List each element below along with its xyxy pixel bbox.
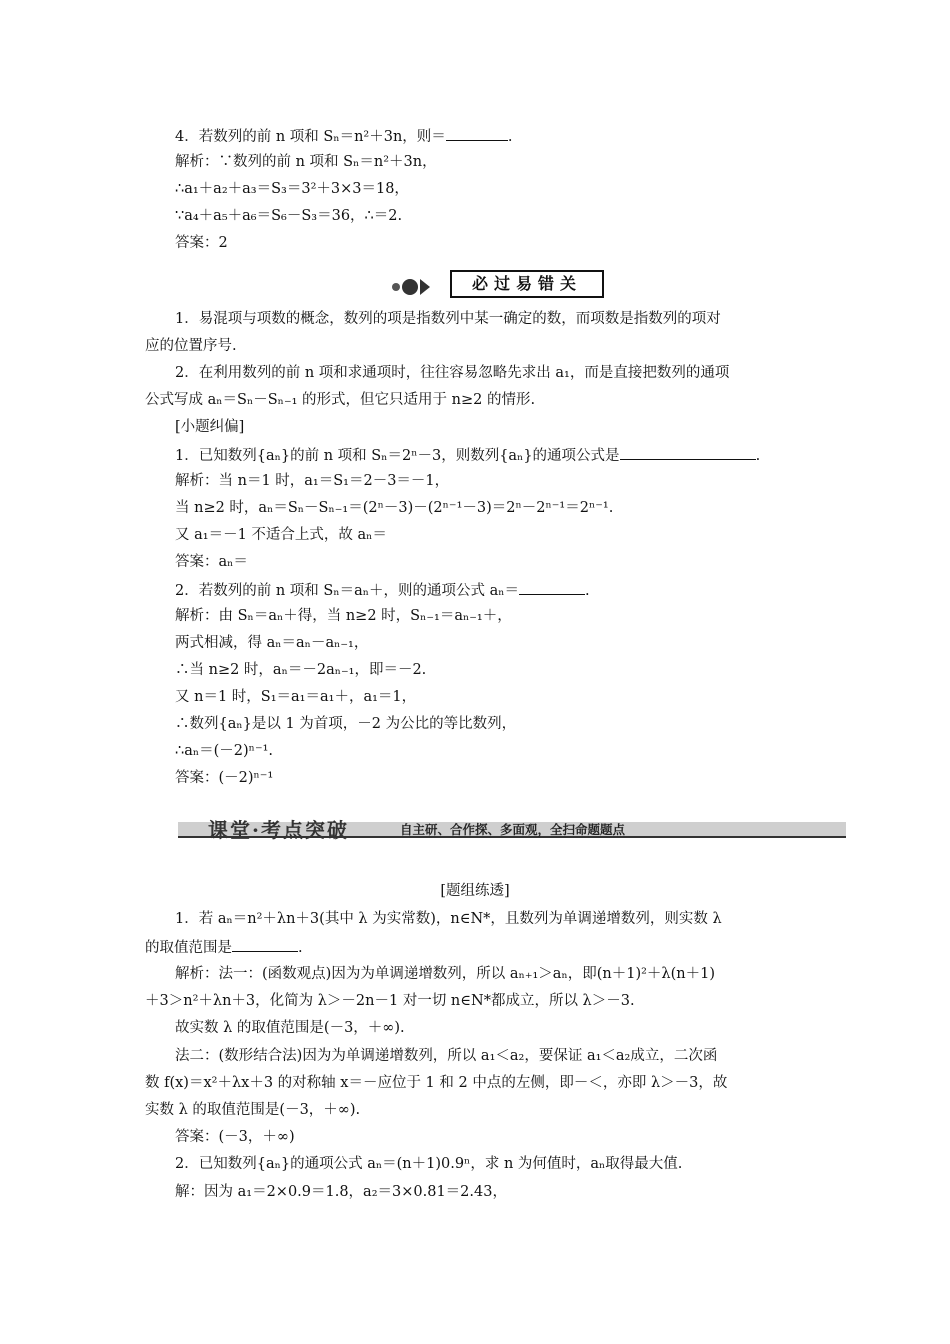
question-text: 1．已知数列{aₙ}的前 n 项和 Sₙ＝2ⁿ－3，则数列{aₙ}的通项公式是 xyxy=(175,448,620,464)
practice-heading: [题组练透] xyxy=(440,883,510,899)
solution-line: 故实数 λ 的取值范围是(－3，＋∞). xyxy=(175,1020,405,1036)
solution-line: 两式相减，得 aₙ＝aₙ－aₙ₋₁， xyxy=(175,635,369,651)
question-text: 的取值范围是 xyxy=(145,940,232,956)
paragraph-line: 1．易混项与项数的概念，数列的项是指数列中某一确定的数，而项数是指数列的项对 xyxy=(175,311,721,327)
solution-line: 解析：由 Sₙ＝aₙ＋得，当 n≥2 时，Sₙ₋₁＝aₙ₋₁＋， xyxy=(175,608,512,624)
question-line: 2．已知数列{aₙ}的通项公式 aₙ＝(n＋1)0.9ⁿ，求 n 为何值时，aₙ取得最大值. xyxy=(175,1156,683,1172)
solution-line: 法二：(数形结合法)因为为单调递增数列，所以 a₁＜a₂，要保证 a₁＜a₂成立，二次函 xyxy=(175,1048,718,1064)
question-line xyxy=(175,445,760,465)
paragraph-line: 2．在利用数列的前 n 项和求通项时，往往容易忽略先求出 a₁，而是直接把数列的通项 xyxy=(175,365,730,381)
solution-line: 解析：法一：(函数观点)因为为单调递增数列，所以 aₙ₊₁＞aₙ，即(n＋1)²＋λ(n＋1) xyxy=(175,966,715,982)
question-tail: . xyxy=(755,448,761,464)
question-line xyxy=(145,937,303,957)
section-banner-class xyxy=(178,818,846,840)
solution-line: 解：因为 a₁＝2×0.9＝1.8，a₂＝3×0.81＝2.43， xyxy=(175,1184,507,1200)
solution-line: 解析：∵数列的前 n 项和 Sₙ＝n²＋3n， xyxy=(175,154,437,170)
solution-line: 又 a₁＝－1 不适合上式，故 aₙ＝ xyxy=(175,527,387,543)
q4-tail: . xyxy=(507,129,513,145)
paragraph-line: 应的位置序号. xyxy=(145,338,237,354)
solution-line: ＋3＞n²＋λn＋3，化简为 λ＞－2n－1 对一切 n∈N*都成立，所以 λ＞－3. xyxy=(145,993,635,1009)
answer-blank xyxy=(620,445,756,460)
banner-title: 课堂·考点突破 xyxy=(208,818,349,842)
solution-line: ∴当 n≥2 时，aₙ＝－2aₙ₋₁，即＝－2. xyxy=(175,662,427,678)
banner-dots-icon xyxy=(392,276,430,295)
solution-line: 实数 λ 的取值范围是(－3，＋∞). xyxy=(145,1102,361,1118)
q4-text: 4．若数列的前 n 项和 Sₙ＝n²＋3n，则＝ xyxy=(175,129,446,145)
q4-line xyxy=(175,126,512,146)
solution-line: 解析：当 n＝1 时，a₁＝S₁＝2－3＝－1， xyxy=(175,473,450,489)
question-line: 1．若 aₙ＝n²＋λn＋3(其中 λ 为实常数)，n∈N*，且数列为单调递增数列，则实数 λ xyxy=(175,911,722,927)
solution-line: 当 n≥2 时，aₙ＝Sₙ－Sₙ₋₁＝(2ⁿ－3)－(2ⁿ⁻¹－3)＝2ⁿ－2ⁿ⁻¹＝2ⁿ⁻¹. xyxy=(175,500,614,516)
question-tail: . xyxy=(298,940,303,956)
answer-blank xyxy=(232,937,298,952)
paragraph-line: 公式写成 aₙ＝Sₙ－Sₙ₋₁ 的形式，但它只适用于 n≥2 的情形. xyxy=(145,392,536,408)
answer-line: 答案：2 xyxy=(175,235,228,251)
banner-subtitle: 自主研、合作探、多面观，全扫命题题点 xyxy=(400,822,626,837)
section-banner-mistakes xyxy=(380,268,610,298)
solution-line: 数 f(x)＝x²＋λx＋3 的对称轴 x＝－应位于 1 和 2 中点的左侧，即－＜，亦即 λ＞－3，故 xyxy=(145,1075,728,1091)
answer-line: 答案：(－3，＋∞) xyxy=(175,1129,295,1145)
solution-line: ∴aₙ＝(－2)ⁿ⁻¹. xyxy=(175,743,274,759)
question-text: 2．若数列的前 n 项和 Sₙ＝aₙ＋，则的通项公式 aₙ＝ xyxy=(175,583,520,599)
solution-line: ∴数列{aₙ}是以 1 为首项，－2 为公比的等比数列， xyxy=(175,716,517,732)
solution-line: ∵a₄＋a₅＋a₆＝S₆－S₃＝36，∴＝2. xyxy=(175,208,403,224)
question-tail: . xyxy=(585,583,590,599)
subheading: [小题纠偏] xyxy=(175,419,245,435)
answer-line: 答案：(－2)ⁿ⁻¹ xyxy=(175,770,274,786)
answer-blank xyxy=(519,580,585,595)
question-line xyxy=(175,580,590,600)
banner-title: 必过易错关 xyxy=(450,270,604,298)
answer-blank xyxy=(446,126,508,141)
answer-line: 答案：aₙ＝ xyxy=(175,554,248,570)
solution-line: 又 n＝1 时，S₁＝a₁＝a₁＋，a₁＝1， xyxy=(175,689,417,705)
solution-line: ∴a₁＋a₂＋a₃＝S₃＝3²＋3×3＝18， xyxy=(175,181,409,197)
